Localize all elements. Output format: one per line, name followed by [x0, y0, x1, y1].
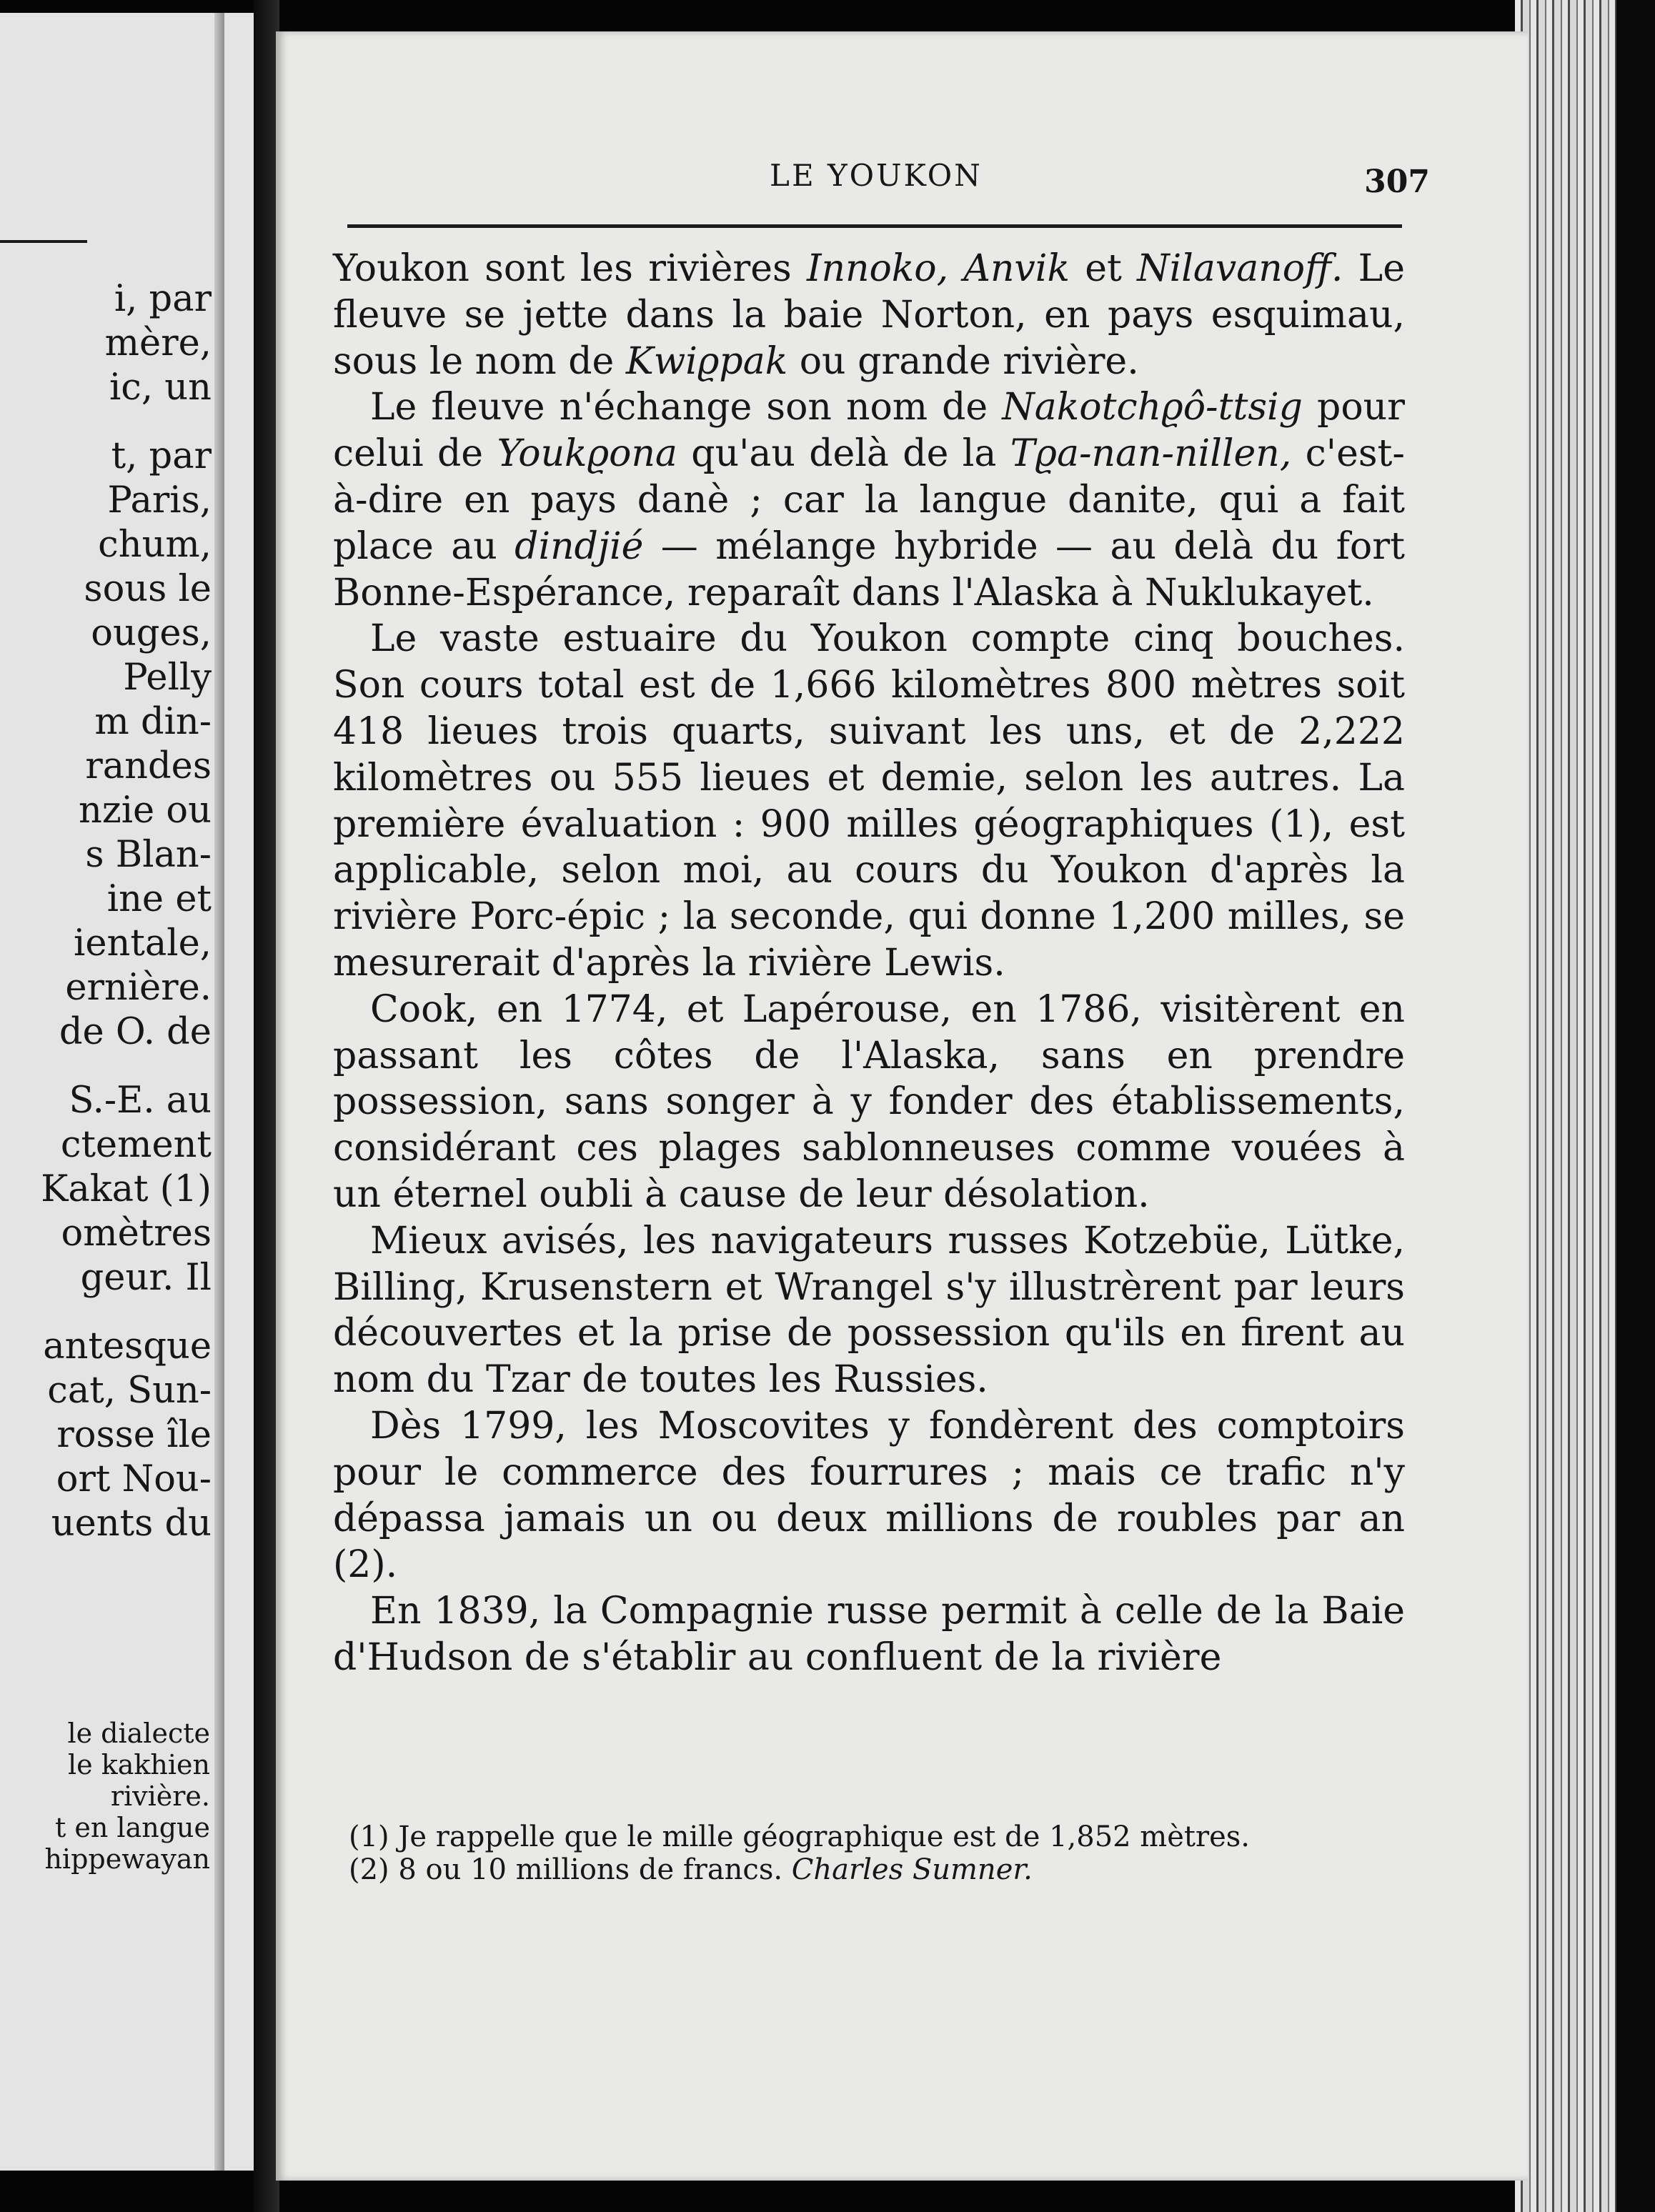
paragraph: En 1839, la Compagnie russe permit à celle de la Baie d'Hudson de s'établir au confluent de la rivière [333, 1590, 1405, 1679]
left-page-gap [0, 410, 212, 434]
left-page-line: i, par [114, 278, 212, 320]
left-page-line: omètres [61, 1212, 212, 1255]
left-page-line: s Blan- [85, 834, 212, 876]
page-number: 307 [1364, 164, 1430, 200]
left-page-line: mère, [104, 322, 212, 364]
paragraph: Youkon sont les rivières Innoko, Anvik et Nilavanoff. Le fleuve se jette dans la baie Norton, en pays esquimau, sous le nom de Kwiϱpak ou grande rivière. [333, 247, 1405, 383]
body-text [333, 246, 1405, 1681]
left-page-line: ctement [60, 1124, 212, 1166]
left-page-line: rosse île [56, 1414, 212, 1456]
paragraph: Le vaste estuaire du Youkon compte cinq bouches. Son cours total est de 1,666 kilomètres 800 mètres soit 418 lieues trois quarts, suivant les uns, et de 2,222 kilomètres ou 555 lieues et demie, selon les autres. La première évaluation : 900 milles géographiques (1), est applicable, selon moi, au cours du Youkon d'après la rivière Porc-épic ; la seconde, qui donne 1,200 milles, se mesurerait d'après la rivière Lewis. [333, 617, 1405, 985]
paragraph: Le fleuve n'échange son nom de Nakotchϱô-ttsig pour celui de Youkϱona qu'au delà de la Tϱa-nan-nillen, c'est-à-dire en pays danè ; car la langue danite, qui a fait place au dindjié — mélange hybride — au delà du fort Bonne-Espérance, reparaît dans l'Alaska à Nuklukayet. [333, 386, 1405, 614]
left-page-line: Kakat (1) [41, 1168, 212, 1210]
footnotes [349, 1820, 1421, 1886]
running-head [344, 158, 1430, 215]
left-page-note-line: le kakhien [67, 1749, 210, 1780]
left-page-note-line: le dialecte [67, 1718, 210, 1749]
footnote: (2) 8 ou 10 millions de francs. Charles Sumner. [349, 1853, 1033, 1886]
left-page-text [0, 277, 212, 1546]
left-page-line: S.-E. au [69, 1080, 212, 1122]
left-page-line: Pelly [123, 657, 212, 699]
left-page [0, 13, 254, 2171]
left-page-note-line: t en langue [55, 1812, 210, 1843]
left-page-line: ine et [106, 878, 212, 920]
running-title: LE YOUKON [770, 158, 983, 193]
left-page-line: uents du [51, 1503, 212, 1545]
right-page [276, 31, 1528, 2181]
paragraph: Cook, en 1774, et Lapérouse, en 1786, visitèrent en passant les côtes de l'Alaska, sans en prendre possession, sans songer à y fonder des établissements, considérant ces plages sablonneuses comme vouées à un éternel oubli à cause de leur désolation. [333, 987, 1405, 1216]
paragraph: Mieux avisés, les navigateurs russes Kotzebüe, Lütke, Billing, Krusenstern et Wrangel s'y illustrèrent par leurs découvertes et la prise de possession qu'ils en firent au nom du Tzar de toutes les Russies. [333, 1219, 1405, 1402]
left-page-footnotes [0, 1718, 210, 1875]
left-page-line: Paris, [107, 479, 212, 522]
left-page-rule [0, 240, 87, 243]
footnote: (1) Je rappelle que le mille géographique est de 1,852 mètres. [349, 1820, 1251, 1853]
left-page-line: m din- [94, 701, 212, 743]
paragraph: Dès 1799, les Moscovites y fondèrent des comptoirs pour le commerce des fourrures ; mais ce trafic n'y dépassa jamais un ou deux millions de roubles par an (2). [333, 1404, 1405, 1587]
left-page-line: sous le [84, 568, 212, 610]
left-page-line: ouges, [91, 612, 212, 654]
left-page-line: ernière. [65, 967, 212, 1009]
left-page-line: antesque [43, 1325, 212, 1367]
left-page-line: nzie ou [79, 789, 212, 832]
left-page-line: cat, Sun- [47, 1370, 212, 1412]
left-page-line: ic, un [109, 367, 212, 409]
left-page-note-line: hippewayan [44, 1843, 210, 1875]
left-page-gap [0, 1055, 212, 1079]
left-page-line: randes [85, 745, 212, 787]
header-rule [347, 224, 1402, 228]
left-page-line: ientale, [74, 922, 212, 965]
left-page-line: ort Nou- [56, 1458, 212, 1500]
left-page-line: de O. de [59, 1011, 212, 1053]
left-page-line: t, par [111, 435, 212, 477]
left-page-gap [0, 1300, 212, 1325]
left-page-note-line: rivière. [110, 1780, 210, 1812]
left-page-gutter [214, 13, 224, 2171]
left-page-line: geur. Il [80, 1257, 212, 1299]
scan-border [1616, 0, 1655, 2212]
left-page-line: chum, [98, 524, 212, 566]
